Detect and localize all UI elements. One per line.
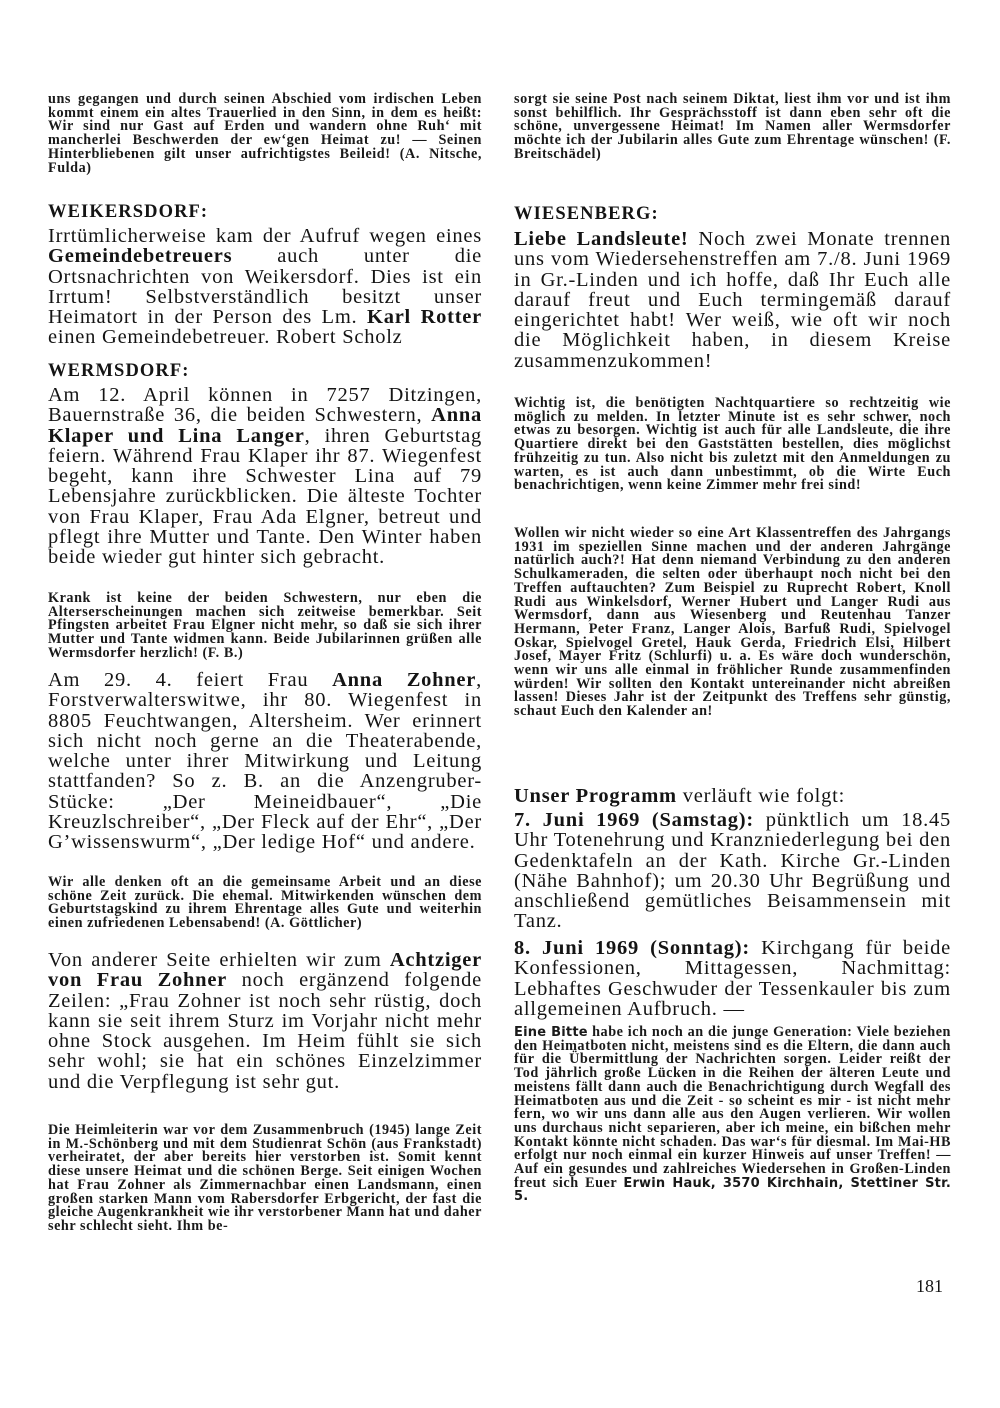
text: auch unter die Ortsnachrichten von Weikersdorf. Dies ist ein Irrtum! Selbstverständlich besitzt unser Heimatort in der Person des Lm.	[48, 245, 482, 329]
wishes-paragraph: Wir alle denken oft an die gemeinsame Arbeit und an diese schöne Zeit zurück. Die ehemal. Mitwirkenden wünschen dem Geburtstagskind zu ihrem Ehrentage alles Gute und weiterhin einen zufriedenen Lebensabend! (A. Göttlicher)	[48, 874, 482, 932]
page-number: 181	[916, 1276, 943, 1296]
bold-text: Gemeindebetreuers	[48, 245, 233, 268]
text: , Forstverwalterswitwe, ihr 80. Wiegenfest in 8805 Feuchtwangen, Altersheim. Wer erinnert sich nicht noch gerne an die Theaterabende, welche unter ihrer Mitwirkung und Leitung stattfanden? So z. B. an die Anzengruber-Stücke: „Der Meineidbauer“, „Die Kreuzlschreiber“, „Der Fleck auf der Ehr“, „Der G’wissenswurm“, „Der ledige Hof“ und andere.	[48, 669, 483, 854]
klassentreffen-paragraph: Wollen wir nicht wieder so eine Art Klassentreffen des Jahrgangs 1931 im speziellen Sinne machen und der anderen Jahrgänge natürlich auch?! Hat denn niemand Verbindung zu den anderen Schulkameraden, die selten oder überhaupt noch nicht bei den Treffen auftauchten? Zum Beispiel zu Ruprecht Robert, Knoll Rudi aus Winkelsdorf, Werner Hubert und Langer Rudi aus Wermsdorf, dann aus Wiesenberg und Reutenhau Tanzer Hermann, Peter Franz, Langer Alois, Barfuß Rudi, Spielvogel Oskar, Spielvogel Gretel, Hauk Gerda, Friedrich Elsi, Hilbert Josef, Mayer Fritz (Schlurfi) u. a. Es wäre doch wunderschön, wenn wir uns alle einmal in fröhlicher Runde zusammenfinden würden! Wir sollten den Kontakt untereinander nicht abreißen lassen! Dieses Jahr ist der Zeitpunkt des Treffens sehr günstig, schaut Euch den Kalender an!	[514, 525, 951, 720]
bold-text: Karl Rotter	[367, 306, 482, 329]
text: habe ich noch an die junge Generation: Viele beziehen den Heimatboten nicht, meistens sind es die Eltern, die dann auch für die Übermittlung der Nachrichten sorgen. Leider reißt der Tod jährlich große Lücken in die Reihen der älteren Leute und meistens fällt dann auch die Benachrichtigung durch Wegfall des Heimatboten aus und die Zeit - so scheint es mir - ist nicht mehr fern, wo wir uns dann alle aus den Augen verlieren. Wir wollen uns durchaus nicht separieren, aber ich meine, ein bißchen mehr Kontakt könnte nicht schaden. Das war‘s für diesmal. Im Mai-HB erfolgt nur noch einmal ein kurzer Hinweis auf unser Treffen! — Auf ein gesundes und zahlreiches Wiedersehen in Großen-Linden freut sich Euer	[514, 1024, 951, 1191]
programm-sonntag	[514, 938, 951, 1019]
text: Am 12. April können in 7257 Ditzingen, Bauernstraße 36, die beiden Schwestern,	[48, 384, 482, 427]
section-heading-wiesenberg: WIESENBERG:	[514, 204, 659, 224]
text: Irrtümlicherweise kam der Aufruf wegen eines	[48, 225, 482, 247]
bold-text: Anna Klaper und Lina Langer	[48, 404, 482, 447]
bold-text: Anna Zohner	[332, 669, 477, 691]
text: einen Gemeindebetreuer. Robert Scholz	[48, 326, 403, 349]
weikersdorf-paragraph	[48, 226, 482, 348]
bold-text: 8. Juni 1969 (Sonntag):	[514, 937, 750, 959]
wiesenberg-paragraph	[514, 229, 951, 371]
text: , ihren Geburtstag feiern. Während Frau Klaper ihr 87. Wiegenfest begeht, kann ihre Schwester Lina auf 79 Lebensjahre zurückblicken. Die älteste Tochter von Frau Klaper, Frau Ada Elgner, betreut und pflegt ihre Mutter und Tante. Den Winter haben beide wieder gut hinter sich gebracht.	[48, 424, 482, 569]
bold-text: Eine Bitte	[514, 1025, 588, 1040]
bold-text: 7. Juni 1969 (Samstag):	[514, 809, 754, 831]
obituary-continuation: uns gegangen und durch seinen Abschied vom irdischen Leben kommt einem ein altes Trauerlied in den Sinn, in dem es heißt: Wir sind nur Gast auf Erden und wandern ohne Ruh‘ mit mancherlei Beschwerden der ew‘gen Heimat zu! — Seinen Hinterbliebenen gilt unser aufrichtigstes Beileid! (A. Nitsche, Fulda)	[48, 91, 482, 176]
section-heading-weikersdorf: WEIKERSDORF:	[48, 202, 209, 222]
text: verläuft wie folgt:	[676, 785, 846, 807]
birthday-klaper-langer	[48, 385, 482, 568]
section-heading-wermsdorf: WERMSDORF:	[48, 361, 190, 381]
signature: Erwin Hauk, 3570 Kirchhain, Stettiner Str. 5.	[514, 1175, 951, 1205]
text: noch ergänzend folgende Zeilen: „Frau Zohner ist noch sehr rüstig, doch kann sie seit ihrem Sturz im Vorjahr nicht mehr ohne Stock ausgehen. Im Heim fühlt sie sich sehr wohl; sie hat ein schönes Einzelzimmer und die Verpflegung ist sehr gut.	[48, 969, 482, 1093]
krank-paragraph: Krank ist keine der beiden Schwestern, nur eben die Alterserscheinungen machen sich zeitweise bemerkbar. Seit Pfingsten arbeitet Frau Elgner nicht mehr, so daß sie sich ihrer Mutter und Tante widmen kann. Beide Jubilarinnen grüßen alle Wermsdorfer herzlich! (F. B.)	[48, 590, 482, 661]
birthday-zohner	[48, 670, 482, 853]
nachtquartiere-paragraph: Wichtig ist, die benötigten Nachtquartiere so rechtzeitig wie möglich zu melden. In letzter Minute ist es sehr schwer, noch etwas zu besorgen. Wichtig ist auch für alle Landsleute, die ihre Quartiere direkt bei den Gaststätten bestellen, dies möglichst frühzeitig zu tun. Also nicht bis zuletzt mit den Anmeldungen zu warten, es ist auch dann unbestimmt, ob die Wirte Euch benachrichtigen, wenn keine Zimmer mehr frei sind!	[514, 395, 951, 494]
text: pünktlich um 18.45 Uhr Totenehrung und Kranzniederlegung bei den Gedenktafeln an der Kath. Kirche Gr.-Linden (Nähe Bahnhof); um 20.30 Uhr Begrüßung und anschließend gemütliches Beisammensein mit Tanz.	[514, 809, 951, 933]
text: Von anderer Seite erhielten wir zum	[48, 949, 390, 971]
bold-text: Liebe Landsleute!	[514, 228, 689, 250]
text: Kirchgang für beide Konfessionen, Mittagessen, Nachmittag: Lebhaftes Geschwuder der Tessenkauler bis zum allgemeinen Aufbruch. —	[514, 937, 951, 1020]
text: Am 29. 4. feiert Frau	[48, 669, 333, 691]
eine-bitte-paragraph	[514, 1026, 951, 1204]
text: Noch zwei Monate trennen uns vom Wiedersehenstreffen am 7./8. Juni 1969 in Gr.-Linden und ich hoffe, daß Ihr Euch alle darauf freut und Euch termingemäß darauf eingerichtet habt! Wer weiß, wie oft wir noch die Möglichkeit haben, in diesem Kreise zusammenzukommen!	[514, 228, 951, 372]
programm-intro	[514, 786, 951, 806]
zohner-continuation: sorgt sie seine Post nach seinem Diktat, liest ihm vor und ist ihm sonst behilflich. Ihr Gesprächsstoff ist dann eben sehr oft die schöne, unvergessene Heimat! Im Namen aller Wermsdorfer möchte ich der Jubilarin alles Gute zum Ehrentage wünschen! (F. Breitschädel)	[514, 91, 951, 162]
heimleiterin-paragraph: Die Heimleiterin war vor dem Zusammenbruch (1945) lange Zeit in M.-Schönberg und mit dem Studienrat Schön (aus Frankstadt) verheiratet, der aber bereits hier verstorben ist. Somit kennt diese unsere Heimat und die schönen Berge. Seit einigen Wochen hat Frau Zohner als Zimmernachbar einen Landsmann, einen großen starken Mann vom Rabersdorfer Erbgericht, der fast die gleiche Augenkrankheit wie ihr verstorbener Mann hat und daher sehr schlecht sieht. Ihm be-	[48, 1122, 482, 1234]
bold-text: Unser Programm	[514, 785, 677, 807]
zohner-additional-paragraph	[48, 950, 482, 1092]
bold-text: Achtziger von Frau Zohner	[48, 949, 482, 992]
programm-samstag	[514, 810, 951, 932]
